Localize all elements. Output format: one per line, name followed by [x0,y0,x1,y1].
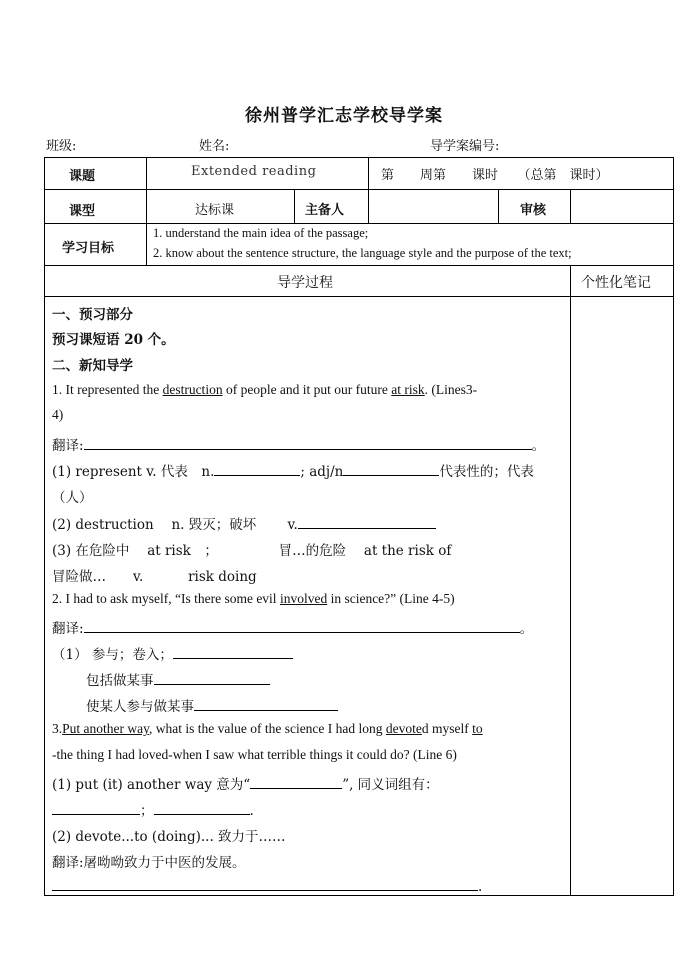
row-divider [45,265,673,266]
section-preview-title: 一、预习部分 [52,307,133,323]
section-preview-text: 预习课短语 20 个。 [52,332,175,348]
review-label: 审核 [520,203,547,218]
goal-item: 2. know about the sentence structure, the language style and the purpose of the text; [153,246,572,260]
answer-blank[interactable] [154,801,250,815]
q2-point-2: 包括做某事 [86,669,270,689]
goal-label: 学习目标 [62,241,115,256]
answer-blank[interactable] [250,775,342,789]
type-label: 课型 [69,204,96,219]
answer-blank[interactable] [84,436,532,450]
notes-header: 个性化笔记 [581,275,651,291]
q3-translate-prompt: 翻译:屠呦呦致力于中医的发展。 [52,855,246,871]
name-label: 姓名: [199,139,230,154]
q1-point-3: (3) 在危险中 at risk ； 冒…的危险 at the risk of [52,543,452,559]
translate-line: 翻译: 。 [52,438,546,454]
answer-blank[interactable] [194,697,338,711]
q2-point-3: 使某人参与做某事 [86,695,338,715]
topic-label: 课题 [69,169,96,184]
preparer-label: 主备人 [305,203,345,218]
page-title: 徐州普学汇志学校导学案 [245,106,443,126]
answer-blank[interactable] [214,462,300,476]
type-value: 达标课 [195,203,235,218]
q1-point-1: (1) represent v. 代表 n. ; adj/n 代表性的；代表 [52,464,534,480]
question-3-line-2: -the thing I had loved-when I saw what terrible things it could do? (Line 6) [52,747,457,762]
question-1: 1. It represented the destruction of people and it put our future at risk. (Lines3- [52,382,478,397]
answer-blank[interactable] [52,801,140,815]
translate-line: 翻译: 。 [52,621,534,637]
class-label: 班级: [46,139,77,154]
answer-blank[interactable] [84,619,520,633]
answer-blank[interactable] [154,671,270,685]
case-number-label: 导学案编号: [430,139,500,154]
row-divider [45,223,673,224]
question-3: 3.Put another way, what is the value of the science I had long devoted myself to [52,721,483,736]
q2-point-1: （1） 参与；卷入； [52,643,293,663]
col-divider [368,189,369,223]
row-divider [45,296,673,297]
question-1-line-2: 4) [52,407,64,422]
answer-blank[interactable] [343,462,439,476]
goal-item: 1. understand the main idea of the passage; [153,226,369,240]
col-divider [570,189,571,223]
col-divider [498,189,499,223]
period-info: 第 周第 课时 （总第 课时） [381,168,609,183]
process-header: 导学过程 [277,275,333,291]
col-divider [368,158,369,189]
q1-point-4: 冒险做… v. risk doing [52,569,257,585]
q3-point-1: (1) put (it) another way 意为“ ”, 同义词组有： [52,777,439,793]
col-divider [146,158,147,265]
row-divider [45,189,673,190]
translate-line: . [52,877,482,895]
question-2: 2. I had to ask myself, “Is there some evil involved in science?” (Line 4-5) [52,591,455,606]
q1-point-1-cont: （人） [52,490,93,506]
q1-point-2: (2) destruction n. 毁灭；破坏 v. [52,513,436,533]
answer-blank[interactable] [173,645,293,659]
answer-blank[interactable] [52,877,478,891]
notes-col-divider [570,265,571,896]
q3-point-2: (2) devote...to (doing)... 致力于…… [52,829,286,845]
answer-blank[interactable] [298,515,436,529]
q3-point-1-synonyms: ； . [52,799,254,819]
col-divider [294,189,295,223]
topic-value: Extended reading [191,164,317,179]
section-new-title: 二、新知导学 [52,358,133,374]
